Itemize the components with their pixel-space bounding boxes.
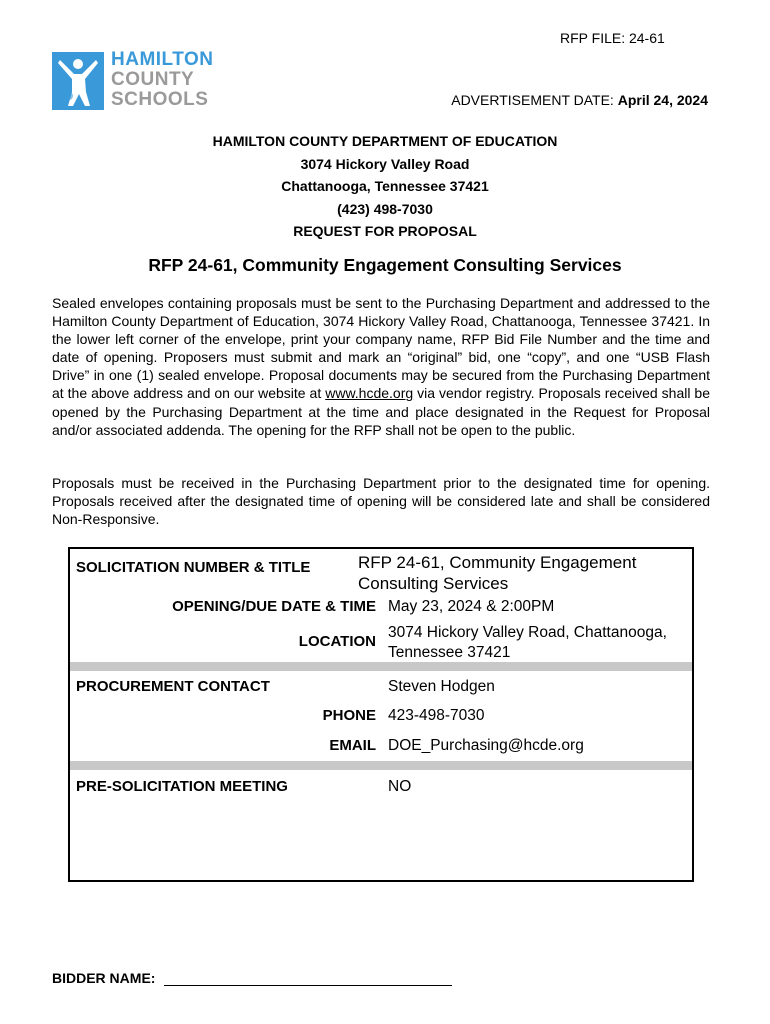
paragraph-text-before-link: Sealed envelopes containing proposals must be sent to the Purchasing Department and addressed to the Hamilton County Department of Education, 3074 Hickory Valley Road, Chattanooga, Tennessee 37421. In the lower left corner of the envelope, print your company name, RFP Bid File Number and the time and date of opening. Proposers must submit and mark an “original” bid, one “copy”, and one “USB Flash Drive” in one (1) sealed envelope. Proposal documents may be secured from the Purchasing Department at the above address and on our website at xyxy=(52,295,710,402)
opening-date-label: OPENING/DUE DATE & TIME xyxy=(172,598,376,615)
phone-value: 423-498-7030 xyxy=(388,707,485,724)
hcde-website-link[interactable]: www.hcde.org xyxy=(325,385,414,402)
solicitation-value: RFP 24-61, Community Engagement Consulting Services xyxy=(358,553,637,593)
email-value: DOE_Purchasing@hcde.org xyxy=(388,737,584,754)
section-divider xyxy=(70,662,692,671)
pre-solicitation-meeting-label: PRE-SOLICITATION MEETING xyxy=(76,778,288,795)
solicitation-info-box xyxy=(68,547,694,882)
section-divider xyxy=(70,761,692,770)
advertisement-date-value: April 24, 2024 xyxy=(617,92,708,108)
bidder-name-label: BIDDER NAME: xyxy=(52,970,156,986)
logo-line-county: COUNTY xyxy=(111,69,195,90)
rfp-file-number: RFP FILE: 24-61 xyxy=(560,30,665,46)
procurement-contact-value: Steven Hodgen xyxy=(388,678,495,695)
pre-solicitation-meeting-value: NO xyxy=(388,778,412,795)
deadline-paragraph: Proposals must be received in the Purchasing Department prior to the designated time for opening. Proposals received after the designated time of opening will be considered late and shall be considered Non-Responsive. xyxy=(52,475,710,528)
logo-line-schools: SCHOOLS xyxy=(111,89,209,110)
address-block xyxy=(0,130,770,243)
instructions-paragraph xyxy=(52,294,710,439)
org-phone: (423) 498-7030 xyxy=(337,200,433,217)
procurement-contact-label: PROCUREMENT CONTACT xyxy=(76,678,270,695)
email-label: EMAIL xyxy=(329,737,376,754)
city-state-zip: Chattanooga, Tennessee 37421 xyxy=(281,178,489,194)
location-value: 3074 Hickory Valley Road, Chattanooga, Tennessee 37421 xyxy=(388,624,667,661)
advertisement-label: ADVERTISEMENT DATE: xyxy=(451,92,614,108)
advertisement-date xyxy=(451,92,708,108)
logo-line-hamilton: HAMILTON xyxy=(111,49,214,70)
logo-mark-icon xyxy=(52,52,104,110)
phone-label: PHONE xyxy=(322,707,376,724)
location-label: LOCATION xyxy=(298,633,376,650)
org-name: HAMILTON COUNTY DEPARTMENT OF EDUCATION xyxy=(212,133,558,149)
opening-date-value: May 23, 2024 & 2:00PM xyxy=(388,598,555,615)
hamilton-county-schools-logo xyxy=(52,50,227,112)
bidder-name-line[interactable] xyxy=(164,985,452,986)
rfp-title: RFP 24-61, Community Engagement Consulting Services xyxy=(148,255,622,275)
street-address: 3074 Hickory Valley Road xyxy=(300,155,470,172)
document-type: REQUEST FOR PROPOSAL xyxy=(293,223,477,239)
solicitation-label: SOLICITATION NUMBER & TITLE xyxy=(76,559,311,576)
paragraph-text-after-link: via vendor registry. Proposals received shall be opened by the Purchasing Department at the time and place designated in the Request for Proposal and/or associated addenda. The opening for the RFP shall not be open to the public. xyxy=(52,385,710,438)
